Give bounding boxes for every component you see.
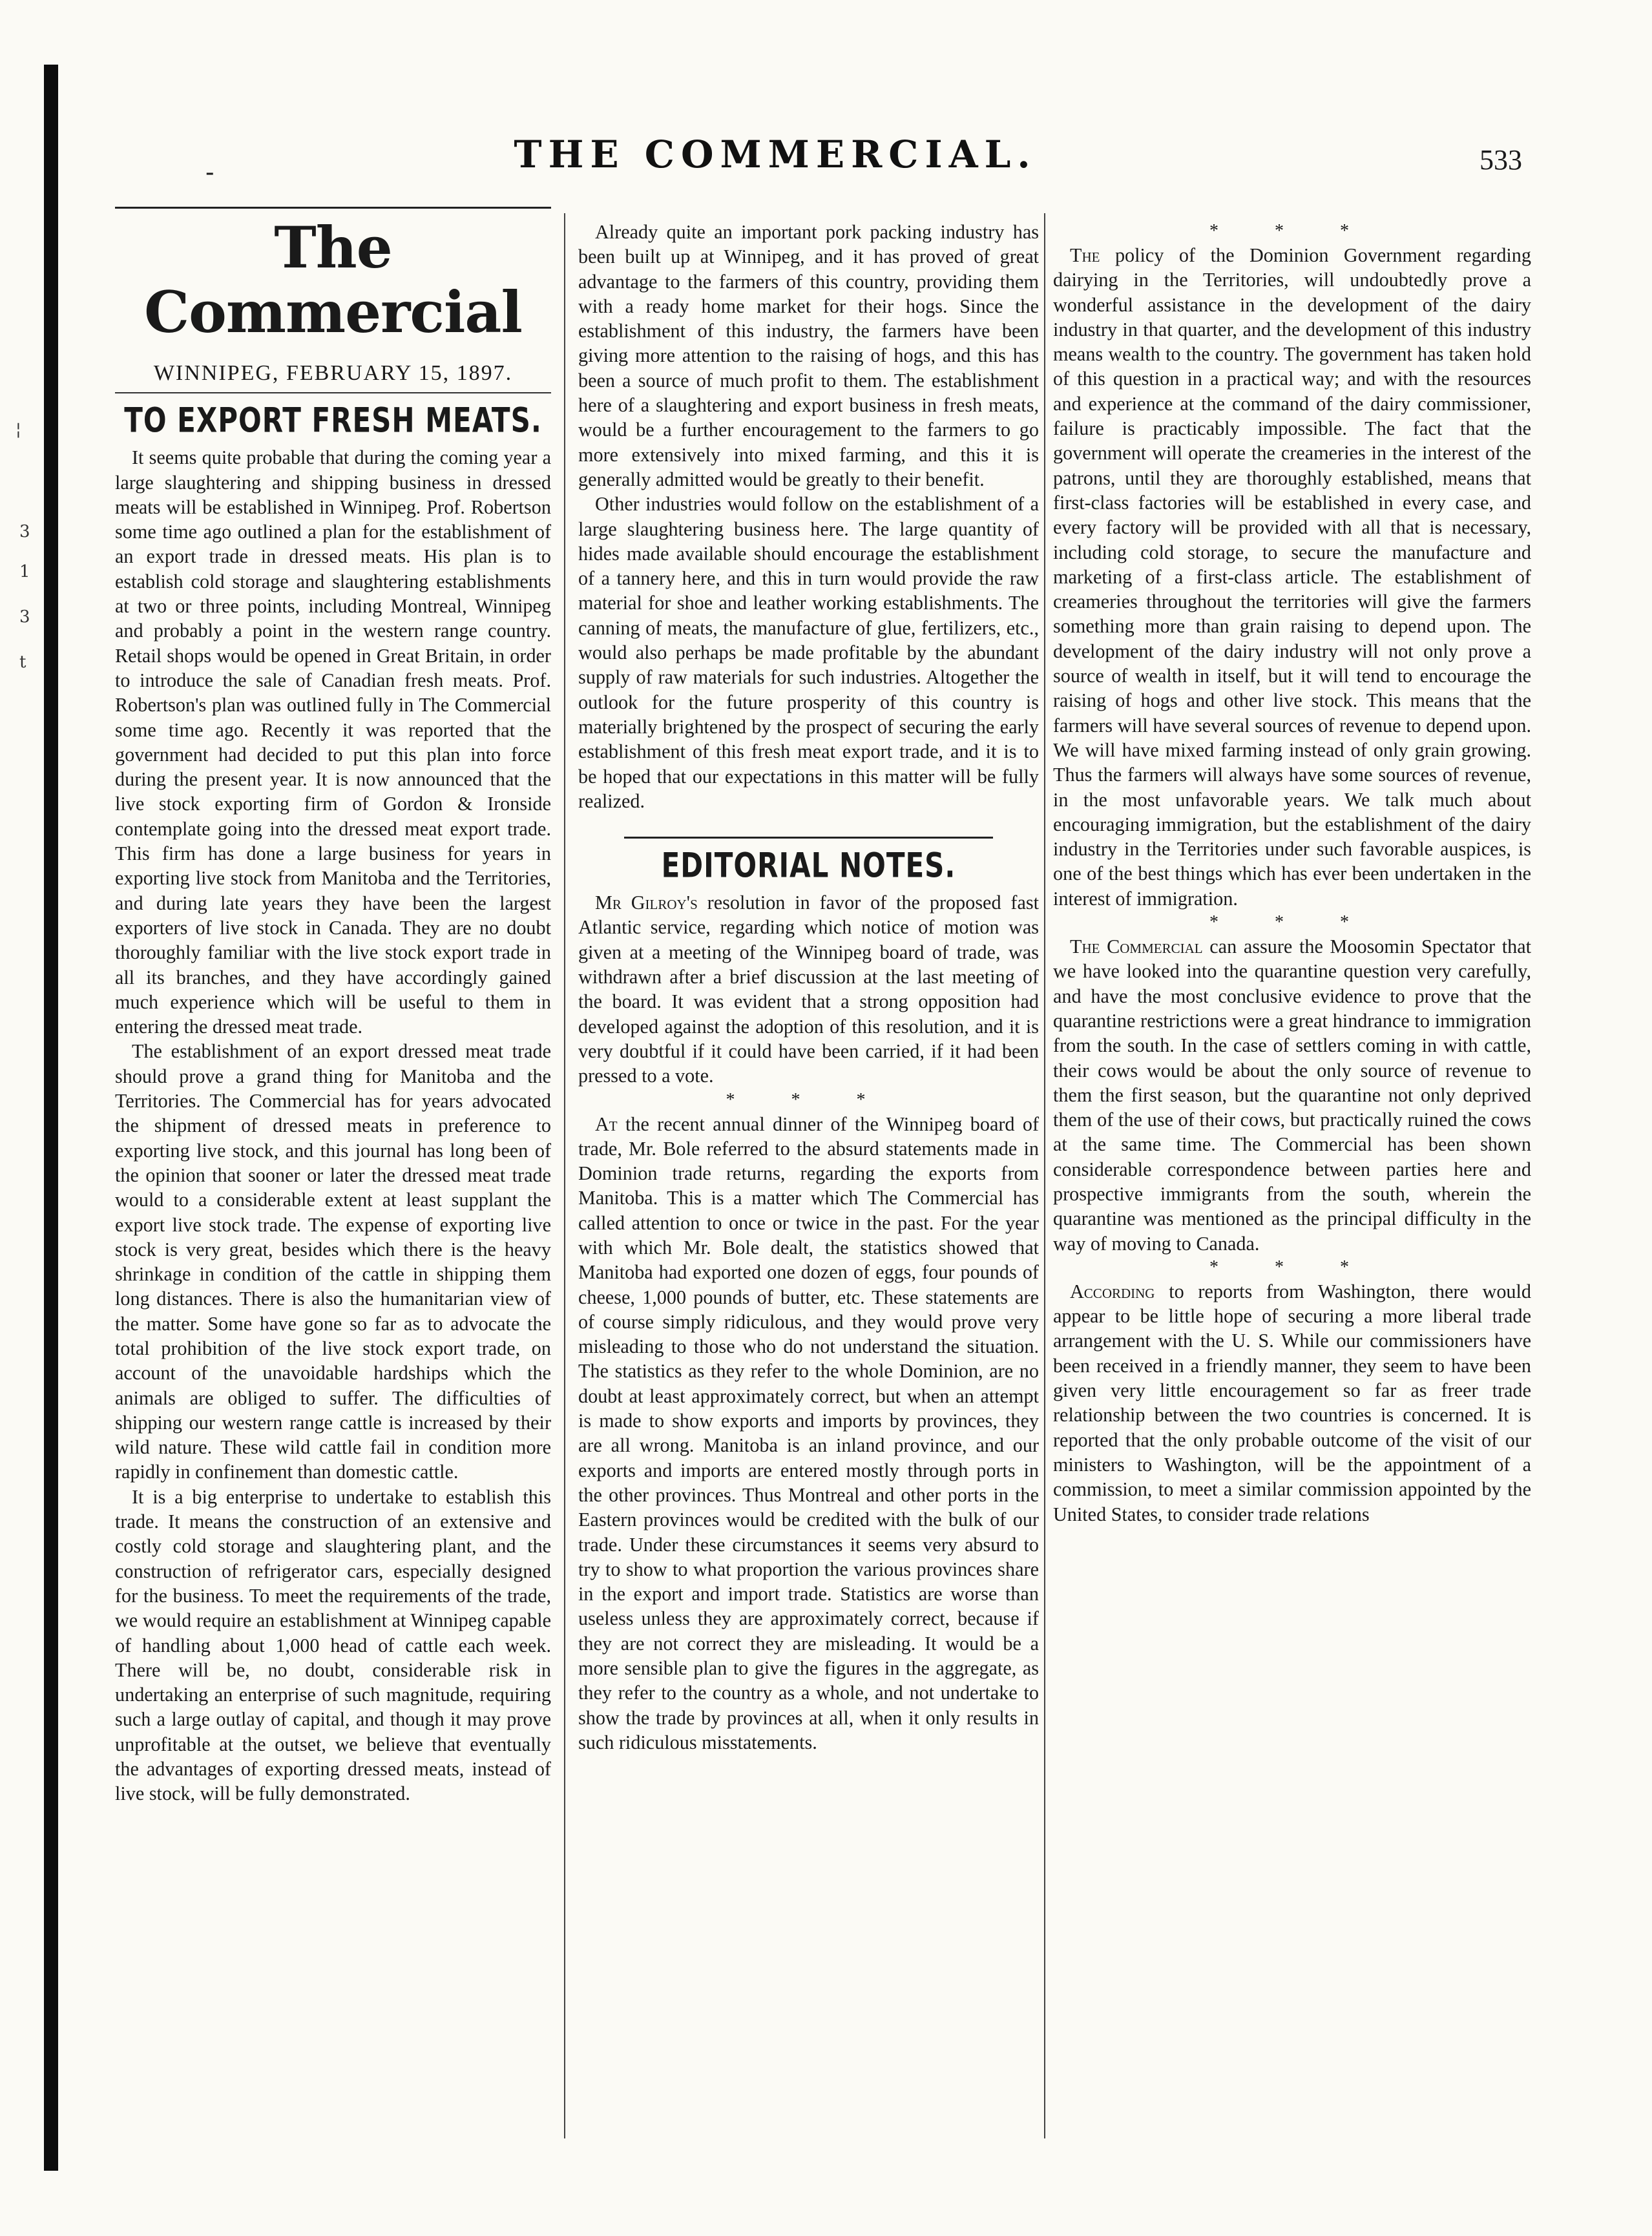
article-paragraph: The establishment of an export dressed meat trade should prove a grand thing for Manitoba and the Territories. The Commercial has for years advocated the shipment of dressed meats in preference to exporting live stock, and this journal has long been of the opinion that sooner or later the dressed meat trade would to a considerable extent at least supplant the export live stock trade. The expense of exporting live stock is very great, besides which there is the heavy shrinkage in condition of the cattle in shipping them long distances. There is also the humanitarian view of the matter. Some have gone so far as to advocate the total prohibition of the live stock export trade, on account of the unavoidable hardships which the animals are obliged to suffer. The difficulties of shipping our western range cattle is increased by their wild nature. These wild cattle fail in condition more rapidly in confinement than domestic cattle. (115, 1040, 551, 1483)
column-rule (1044, 213, 1045, 2138)
column-rule (564, 213, 565, 2138)
column-1 (115, 214, 551, 1806)
article-paragraph: It seems quite probable that during the coming year a large slaughtering and shipping business in dressed meats will be established in Winnipeg. Prof. Robertson some time ago outlined a plan for the establishment of an export trade in dressed meats. His plan is to establish cold storage and slaughtering establishments at two or three points, including Montreal, Winnipeg and probably a point in the western range country. Retail shops would be opened in Great Britain, in order to introduce the sale of Canadian fresh meats. Prof. Robertson's plan was outlined fully in The Commercial some time ago. Recently it was reported that the government had decided to put this plan into force during the present year. It is now announced that the live stock exporting firm of Gordon & Ironside contemplate going into the dressed meat export trade. This firm has done a large business for years in exporting live stock from Manitoba and the Territories, and during late years they have been the largest exporters of live stock in Canada. They are no doubt thoroughly familiar with the live stock export trade in all its branches, and they have accordingly gained much experience which will be useful to them in entering the dressed meat trade. (115, 446, 551, 1038)
margin-mark: 1 (19, 562, 30, 581)
column-2 (578, 220, 1039, 1755)
article-paragraph: Already quite an important pork packing industry has been built up at Winnipeg, and it has proved of great advantage to the farmers of this country, providing them with a ready home market for their hogs. Since the establishment of this industry, the farmers have been giving more attention to the raising of hogs, and this has been a source of much profit to them. The establishment here of a slaughtering and export business in fresh meats, would be a further encouragement to the farmers to go more extensively into mixed farming, and this it is generally admitted would be greatly to their benefit. (578, 221, 1039, 490)
section-separator: * * * (726, 1089, 892, 1110)
section-rule (624, 837, 992, 839)
note-lead: The (1070, 244, 1100, 266)
margin-mark: 3 (19, 607, 30, 627)
column-3 (1053, 220, 1531, 1527)
masthead-rule (115, 207, 551, 209)
section-separator: * * * (1209, 912, 1375, 933)
dateline-rule (115, 392, 551, 393)
section-separator: * * * (1209, 221, 1375, 241)
masthead-title: The Commercial (144, 214, 522, 346)
editorial-note (1053, 934, 1531, 1256)
article-paragraph: It is a big enterprise to undertake to establish this trade. It means the construction of an extensive and costly cold storage and slaughtering plant, and the construction of refrigerator cars, especially designed for the business. To meet the requirements of the trade, we would require an establishment at Winnipeg capable of handling about 1,000 head of cattle each week. There will be, no doubt, considerable risk in undertaking an enterprise of such magnitude, requiring such a large outlay of capital, and though it may prove unprofitable at the outset, we believe that eventually the advantages of exporting dressed meats, instead of live stock, will be fully demonstrated. (115, 1485, 551, 1805)
note-text: can assure the Moosomin Spectator that we have looked into the quarantine question very carefully, and have the most conclusive evidence to prove that the quarantine restrictions were a great hindrance to immigration from the south. In the case of settlers coming in with cattle, their cows would be about the only source of revenue to them the first season, but the quarantine not only deprived them of the use of their cows, but practically ruined the cows at the same time. The Commercial has been shown considerable correspondence between parties here and prospective immigrants from the south, wherein the quarantine was mentioned as the principal difficulty in the way of moving to Canada. (1053, 935, 1531, 1255)
margin-mark: t (19, 653, 26, 672)
editorial-note (1053, 1279, 1531, 1527)
note-text: to reports from Washington, there would appear to be little hope of securing a more liberal trade arrangement with the U. S. While our commissioners have been received in a friendly manner, they seem to have been given very little encouragement so far as freer trade relationship between the two countries is concerned. It is reported that the only probable outcome of the visit of our ministers to Washington, will be the appointment of a commission, to meet a similar commission appointed by the United States, to consider trade relations (1053, 1280, 1531, 1525)
scan-binding-edge (44, 65, 58, 2171)
note-text: policy of the Dominion Government regarding dairying in the Territories, will undoubtedly prove a wonderful assistance in the development of the dairy industry in that quarter, and the development of this industry means wealth to the country. The government has taken hold of this question in a practical way; and with the resources and experience at the command of the dairy commissioner, failure is practicably impossible. The fact that the government will operate the creameries in the interest of the patrons, until they are thoroughly established, means that first-class factories will be established in every case, and every factory will be provided with all that is necessary, including cold storage, to secure the manufacture and marketing of a first-class article. The establishment of creameries throughout the territories will give the farmers something more than grain raising to depend upon. The development of the dairy industry will not only prove a source of wealth in itself, but it will tend to encourage the raising of hogs and other live stock. This means that the farmers will have several sources of revenue to depend upon. We will have mixed farming instead of only grain growing. Thus the farmers will always have some sources of revenue, in the most unfavorable years. We talk much about encouraging immigration, but the establishment of the dairy industry in the Territories under such favorable auspices, is one of the best things which has ever been undertaken in the interest of immigration. (1053, 244, 1531, 910)
note-lead: According (1070, 1280, 1155, 1302)
note-lead: Mr Gilroy's (595, 892, 698, 914)
dateline: WINNIPEG, FEBRUARY 15, 1897. (153, 361, 513, 385)
header-dash: - (205, 158, 214, 187)
margin-mark: ¦ (16, 420, 21, 439)
section-separator: * * * (1209, 1257, 1375, 1277)
editorial-note (578, 1112, 1039, 1755)
margin-mark: 3 (19, 522, 30, 541)
page-number: 533 (1479, 144, 1522, 176)
note-lead: The Commercial (1070, 935, 1203, 958)
note-text: resolution in favor of the proposed fast Atlantic service, regarding which notice of motion was given at a meeting of the Winnipeg board of trade, was withdrawn after a brief discussion at the last meeting of the board. It was evident that a strong opposition had developed against the adoption of this resolution, and it is very doubtful if it could have been carried, if it had been pressed to a vote. (578, 892, 1039, 1087)
editorial-note (578, 890, 1039, 1088)
section-headline: EDITORIAL NOTES. (661, 845, 956, 886)
article-paragraph: Other industries would follow on the establishment of a large slaughtering business here. The large quantity of hides made available should encourage the establishment of a tannery here, and this in turn would provide the raw material for shoe and leather working establishments. The canning of meats, the manufacture of glue, fertilizers, etc., would also perhaps be made profitable by the abundant supply of raw materials for such industries. Altogether the outlook for the future prosperity of this country is materially brightened by the prospect of securing the early establishment of this fresh meat export trade, and it is to be hoped that our expectations in this matter will be fully realized. (578, 493, 1039, 812)
editorial-note (1053, 243, 1531, 911)
running-title: THE COMMERCIAL. (514, 132, 1037, 176)
note-text: the recent annual dinner of the Winnipeg board of trade, Mr. Bole referred to the absurd statements made in Dominion trade returns, regarding the exports from Manitoba. This is a matter which The Commercial has called attention to once or twice in the past. For the year with which Mr. Bole dealt, the statistics showed that Manitoba had exported one dozen of eggs, four pounds of cheese, 1,000 pounds of butter, etc. These statements are of course simply ridiculous, and they would prove very misleading to those who do not understand the situation. The statistics as they refer to the whole Dominion, are no doubt at least approximately correct, but when an attempt is made to show exports and imports by provinces, they are all wrong. Manitoba is an inland province, and our exports and imports are entered mostly through ports in the other provinces. Thus Montreal and other ports in the Eastern provinces would be credited with the bulk of our trade. Under these circumstances it seems very absurd to try to show to what proportion the various provinces share in the export and import trade. Statistics are worse than useless unless they are approximately correct, because if they are not correct they are misleading. It would be a more sensible plan to give the figures in the aggregate, as they refer to the country as a whole, and not undertake to show the trade by provinces at all, when it only results in such ridiculous misstatements. (578, 1113, 1039, 1753)
editorial-notes-section (578, 837, 1039, 1755)
note-lead: At (595, 1113, 618, 1135)
article-headline: TO EXPORT FRESH MEATS. (124, 401, 542, 441)
